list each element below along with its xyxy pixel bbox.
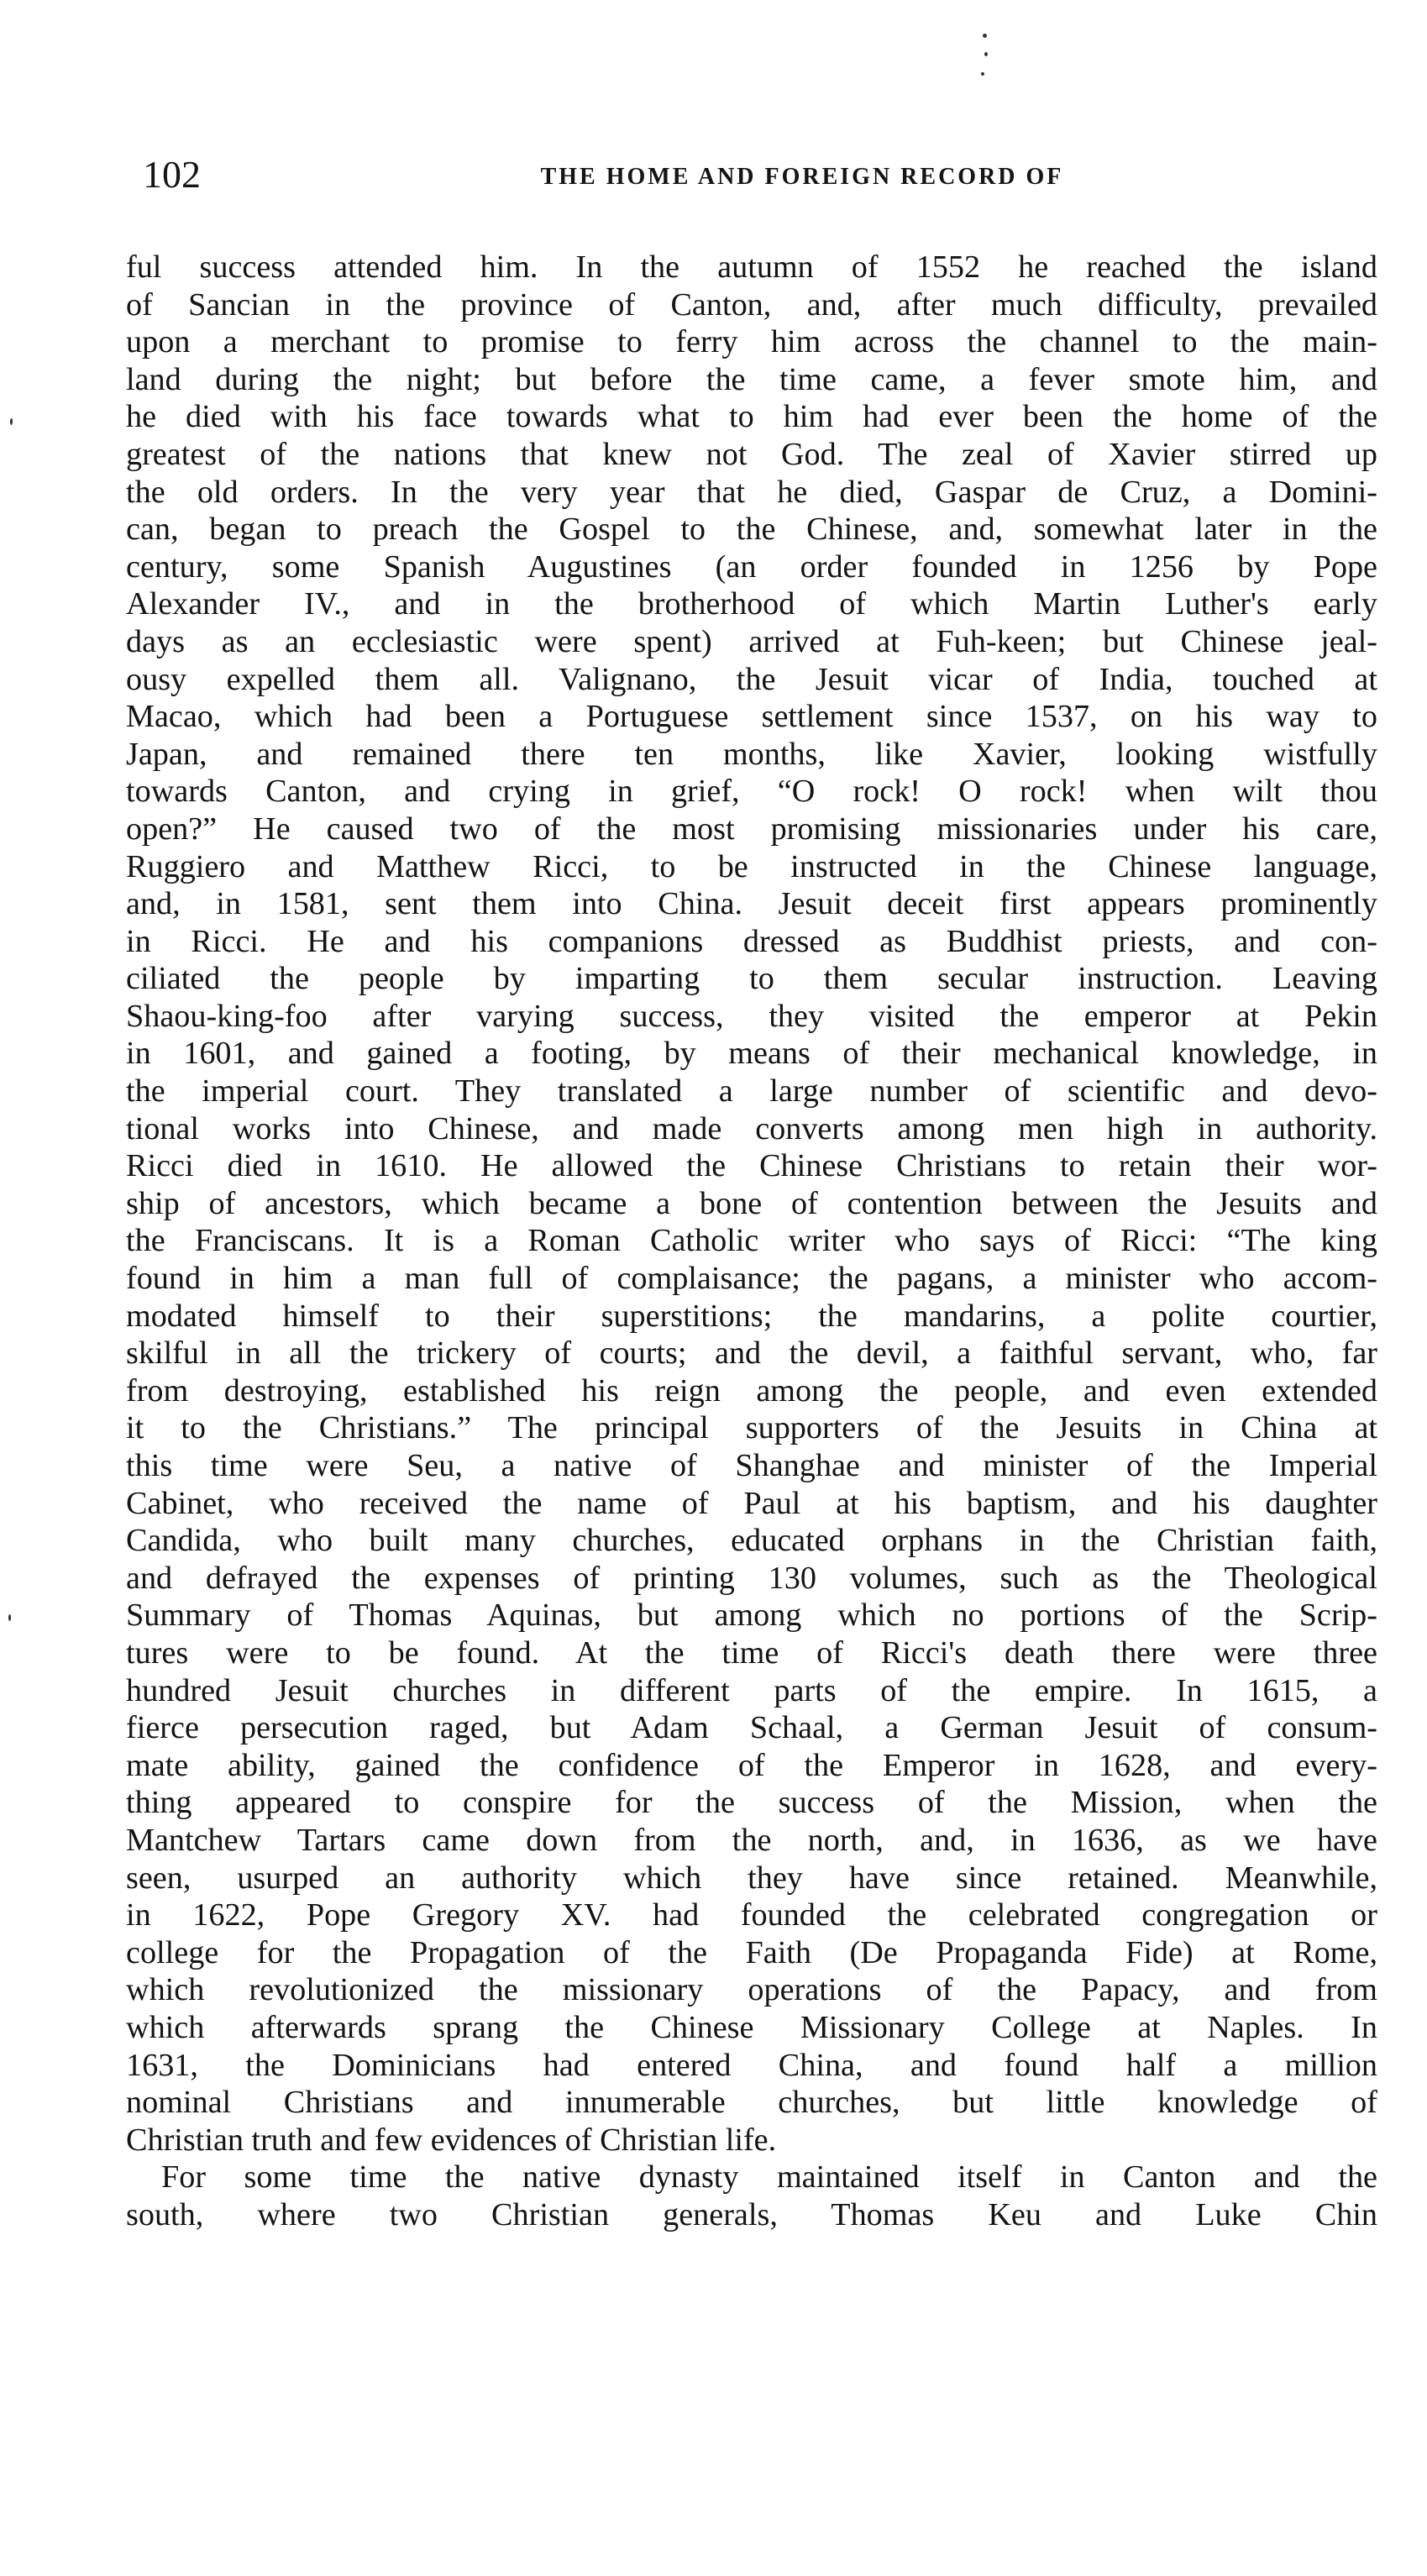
text-line: Japan, and remained there ten months, like Xavier, looking wistfully: [126, 736, 1377, 772]
text-line: ful success attended him. In the autumn of 1552 he reached the island: [126, 249, 1377, 285]
text-line: found in him a man full of complaisance; the pagans, a minister who accom-: [126, 1261, 1377, 1297]
text-line: the old orders. In the very year that he died, Gaspar de Cruz, a Domini-: [126, 474, 1377, 510]
text-line: in 1601, and gained a footing, by means of their mechanical knowledge, in: [126, 1036, 1377, 1072]
text-line: and defrayed the expenses of printing 130 volumes, such as the Theological: [126, 1560, 1377, 1596]
text-line: century, some Spanish Augustines (an order founded in 1256 by Pope: [126, 548, 1377, 585]
text-line: it to the Christians.” The principal supporters of the Jesuits in China at: [126, 1410, 1377, 1446]
text-line: ship of ancestors, which became a bone of contention between the Jesuits and: [126, 1185, 1377, 1221]
text-line: this time were Seu, a native of Shanghae and minister of the Imperial: [126, 1448, 1377, 1483]
text-line: towards Canton, and crying in grief, “O rock! O rock! when wilt thou: [126, 774, 1377, 810]
text-line: upon a merchant to promise to ferry him across the channel to the main-: [126, 324, 1377, 360]
text-line: he died with his face towards what to him had ever been the home of the: [126, 399, 1377, 435]
page-number: 102: [143, 153, 201, 196]
text-line: which afterwards sprang the Chinese Missionary College at Naples. In: [126, 2009, 1377, 2045]
text-line: greatest of the nations that knew not God. The zeal of Xavier stirred up: [126, 436, 1377, 472]
text-line: Shaou-king-foo after varying success, they visited the emperor at Pekin: [126, 998, 1377, 1034]
text-line: ousy expelled them all. Valignano, the Jesuit vicar of India, touched at: [126, 661, 1377, 697]
text-line: Mantchew Tartars came down from the north, and, in 1636, as we have: [126, 1822, 1377, 1858]
text-line: Summary of Thomas Aquinas, but among which no portions of the Scrip-: [126, 1598, 1377, 1634]
scan-speck: [981, 72, 984, 76]
page-header: [143, 150, 1386, 200]
text-line: nominal Christians and innumerable churches, but little knowledge of: [126, 2085, 1377, 2121]
text-line: 1631, the Dominicians had entered China, and found half a million: [126, 2047, 1377, 2083]
text-line: fierce persecution raged, but Adam Schaal, a German Jesuit of consum-: [126, 1710, 1377, 1746]
paragraph: [126, 2159, 1377, 2233]
text-line: For some time the native dynasty maintained itself in Canton and the: [161, 2159, 1377, 2196]
text-line: the imperial court. They translated a large number of scientific and devo-: [126, 1073, 1377, 1110]
body-text: [126, 249, 1377, 2233]
text-line: Christian truth and few evidences of Christian life.: [126, 2122, 777, 2158]
paragraph: [126, 249, 1377, 2159]
text-line: the Franciscans. It is a Roman Catholic writer who says of Ricci: “The king: [126, 1223, 1377, 1259]
text-line: Macao, which had been a Portuguese settlement since 1537, on his way to: [126, 699, 1377, 735]
scan-speck: [8, 1614, 11, 1621]
text-line: ciliated the people by imparting to them secular instruction. Leaving: [126, 961, 1377, 997]
text-line: tures were to be found. At the time of Ricci's death there were three: [126, 1634, 1377, 1671]
text-line: mate ability, gained the confidence of the Emperor in 1628, and every-: [126, 1747, 1377, 1783]
scan-speck: [984, 52, 988, 56]
text-line: and, in 1581, sent them into China. Jesuit deceit first appears prominently: [126, 886, 1377, 922]
text-line: in Ricci. He and his companions dressed as Buddhist priests, and con-: [126, 923, 1377, 959]
text-line: can, began to preach the Gospel to the Chinese, and, somewhat later in the: [126, 512, 1377, 548]
text-line: open?” He caused two of the most promising missionaries under his care,: [126, 811, 1377, 847]
scan-speck: [983, 34, 987, 38]
text-line: Ruggiero and Matthew Ricci, to be instructed in the Chinese language,: [126, 848, 1377, 884]
text-line: seen, usurped an authority which they have since retained. Meanwhile,: [126, 1860, 1377, 1896]
text-line: tional works into Chinese, and made converts among men high in authority.: [126, 1110, 1377, 1146]
text-line: Cabinet, who received the name of Paul at his baptism, and his daughter: [126, 1485, 1377, 1521]
text-line: land during the night; but before the time came, a fever smote him, and: [126, 361, 1377, 397]
text-line: modated himself to their superstitions; the mandarins, a polite courtier,: [126, 1298, 1377, 1334]
text-line: which revolutionized the missionary operations of the Papacy, and from: [126, 1972, 1377, 2008]
running-head: THE HOME AND FOREIGN RECORD OF: [540, 164, 1064, 190]
text-line: days as an ecclesiastic were spent) arrived at Fuh-keen; but Chinese jeal-: [126, 623, 1377, 659]
text-line: college for the Propagation of the Faith (De Propaganda Fide) at Rome,: [126, 1934, 1377, 1970]
text-line: south, where two Christian generals, Thomas Keu and Luke Chin: [126, 2196, 1377, 2232]
text-line: from destroying, established his reign among the people, and even extended: [126, 1372, 1377, 1409]
text-line: Candida, who built many churches, educated orphans in the Christian faith,: [126, 1523, 1377, 1559]
text-line: of Sancian in the province of Canton, and, after much difficulty, prevailed: [126, 286, 1377, 323]
text-line: Ricci died in 1610. He allowed the Chinese Christians to retain their wor-: [126, 1148, 1377, 1184]
text-line: in 1622, Pope Gregory XV. had founded the celebrated congregation or: [126, 1897, 1377, 1933]
text-line: hundred Jesuit churches in different parts of the empire. In 1615, a: [126, 1672, 1377, 1708]
text-line: thing appeared to conspire for the success of the Mission, when the: [126, 1785, 1377, 1821]
text-line: Alexander IV., and in the brotherhood of which Martin Luther's early: [126, 586, 1377, 622]
scan-speck: [10, 418, 13, 425]
text-line: skilful in all the trickery of courts; and the devil, a faithful servant, who, far: [126, 1335, 1377, 1372]
